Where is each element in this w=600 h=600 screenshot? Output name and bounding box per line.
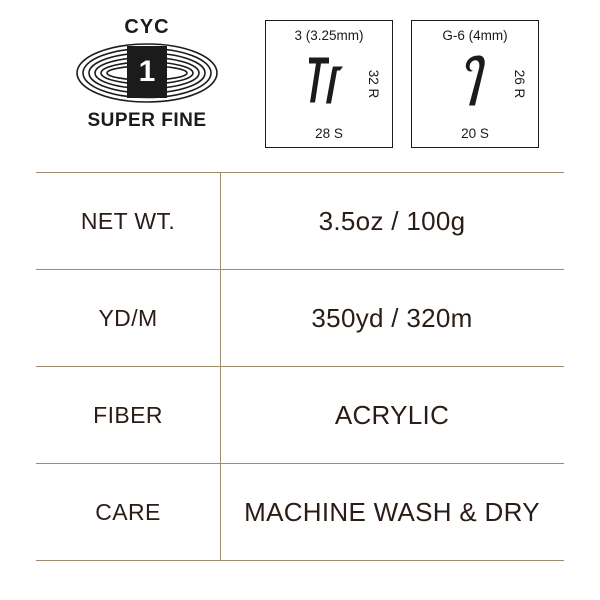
spec-table bbox=[36, 172, 564, 561]
spec-value-yd-m: 350yd / 320m bbox=[311, 302, 473, 333]
spec-value-fiber: ACRYLIC bbox=[334, 399, 450, 430]
crochet-hook-size: G-6 (4mm) bbox=[442, 28, 508, 43]
yarn-skein-icon bbox=[72, 40, 222, 106]
spec-value-net-wt: 3.5oz / 100g bbox=[318, 205, 466, 236]
spec-label-net-wt: NET WT. bbox=[80, 207, 176, 234]
knitting-rows: 32 R bbox=[366, 69, 382, 99]
spec-label-care: CARE bbox=[95, 498, 161, 525]
spec-value-care: MACHINE WASH & DRY bbox=[244, 496, 540, 527]
table-row bbox=[36, 366, 564, 463]
spec-label-yd-m: YD/M bbox=[98, 304, 158, 331]
crochet-stitches: 20 S bbox=[461, 126, 489, 141]
column-divider bbox=[220, 270, 221, 366]
knitting-needles-icon bbox=[299, 55, 359, 114]
knitting-needle-size: 3 (3.25mm) bbox=[294, 28, 364, 43]
column-divider bbox=[220, 464, 221, 560]
crochet-rows: 26 R bbox=[512, 69, 528, 99]
cyc-symbol bbox=[72, 16, 222, 132]
column-divider bbox=[220, 367, 221, 463]
spec-label-fiber: FIBER bbox=[93, 401, 163, 428]
crochet-hook-icon bbox=[453, 54, 497, 115]
column-divider bbox=[220, 173, 221, 269]
table-row bbox=[36, 172, 564, 269]
cyc-title: CYC bbox=[124, 16, 170, 38]
cyc-weight-name: SUPER FINE bbox=[87, 110, 207, 131]
table-row bbox=[36, 463, 564, 561]
knitting-stitches: 28 S bbox=[315, 126, 343, 141]
top-section bbox=[0, 0, 600, 168]
knitting-gauge-box bbox=[265, 20, 393, 148]
table-row bbox=[36, 269, 564, 366]
cyc-weight-number: 1 bbox=[127, 46, 167, 98]
crochet-gauge-box bbox=[411, 20, 539, 148]
